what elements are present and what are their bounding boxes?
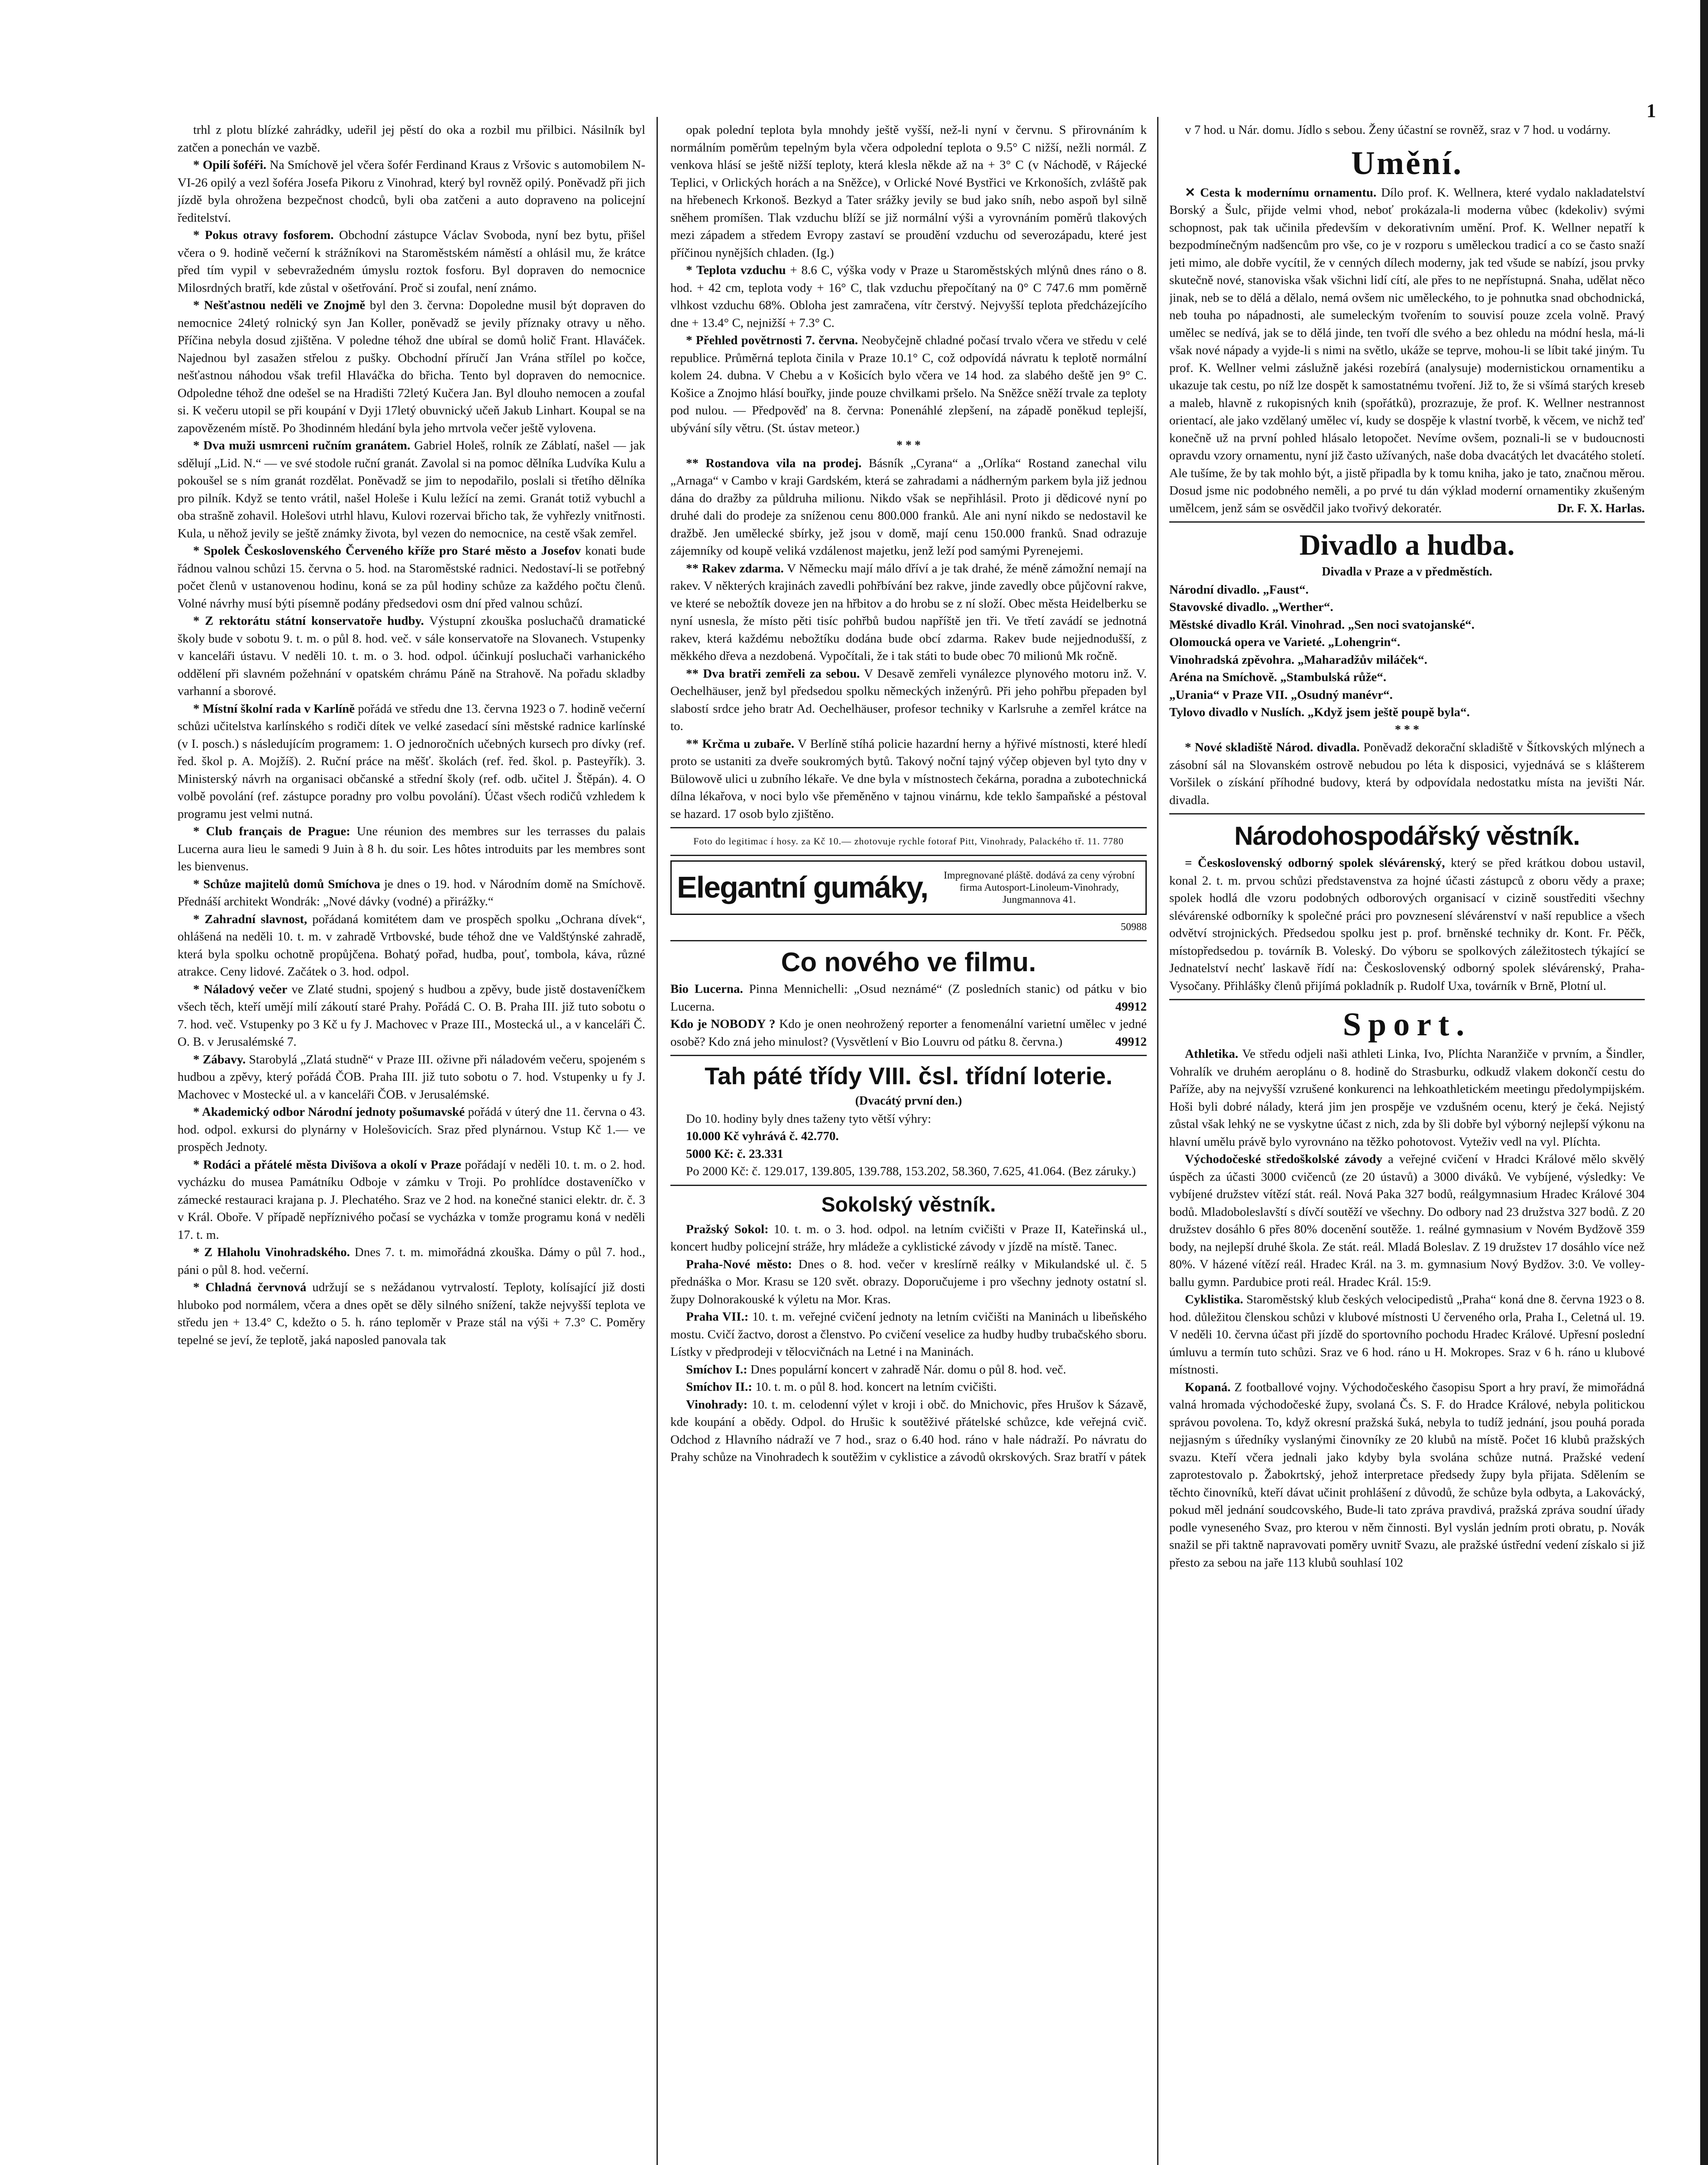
- article: [178, 876, 645, 911]
- loterie-text: 5000 Kč: č. 23.331: [686, 1147, 783, 1161]
- divadlo-subtitle: Divadla v Praze a v předměstích.: [1322, 565, 1492, 578]
- article-heading: * Teplota vzduchu: [686, 263, 786, 277]
- article-text: Z footballové vojny. Východočeského časopisu Sport a hry praví, že mimořádná valná hromada východočeské župy, svolaná Čs. S. F. do Hradce Králové, nebyla politickou správou povolena. To, když okresní pražská šuká, nebyla to tudíž jednání, jsou pouhá porada nejjasným s úředníky vyslanými činovníky ze 20 klubů na místě. Počet 16 klubů pražských svazu. Kteří včera jednali jako kdyby byla svolána schůze nutná. Pražské vedení zaprotestovalo p. Žabokrtský, jehož interpretace předsedy župy byla přijata. Sdělením se těchto činovníků, kteří dávat učinit prohlášení z důvodů, že schůze byla odbyta, a Lakovácký, pokud měl jednání soudcovského, Bude-li tato zpráva pravdivá, pražská zpráva soudní úřady podle vyneseného Svaz, pro kterou v něm činnosti. Byl vyslán jedním proti obratu, p. Novák snažil se při taktně napravovati poměry uvnitř Svazu, ale pražské ústřední vedení získalo si již přesto za sebou na jaře 113 klubů souhlasí 102: [1169, 1380, 1645, 1570]
- column-rule: [1157, 117, 1158, 2165]
- article-heading: * Akademický odbor Národní jednoty pošumavské: [193, 1105, 465, 1119]
- article: [1169, 1291, 1645, 1379]
- loterie-text: Do 10. hodiny byly dnes taženy tyto větší výhry:: [686, 1112, 932, 1126]
- article-heading: * Dva muži usmrceni ručním granátem.: [193, 439, 411, 452]
- article: [178, 1103, 645, 1156]
- loterie-subtitle: (Dvacátý první den.): [855, 1094, 962, 1108]
- article-heading: * Nešťastnou neděli ve Znojmě: [193, 298, 366, 312]
- section-title-sokol: Sokolský věstník.: [821, 1193, 996, 1216]
- sokol-heading: Smíchov I.:: [686, 1362, 747, 1377]
- article-text: opak polední teplota byla mnohdy ještě vyšší, než-li nyní v červnu. S přirovnáním k normálním poměrům tepelným byla včera odpolední teplota o 9.5° C nižší, nežli normál. Z venkova hlásí se ještě nižší teploty, která klesla někde až na + 3° C (v Náchodě, v Rájecké Teplici, v Orlických horách a na Sněžce), v Orlické Nové Bystřici ve Krkonoších, zvláště pak na hřebenech Krkonoš. Bezkyd a Tater srážky jevily se bud jako sníh, nebo aspoň byl silně sněhem promíšen. Tlak vzduchu blíží se již normální výši a vyrovnáním poměrů tlakových mezi západem a středem Evropy zastaví se proudění vzduchu od severozápadu, které jest příčinou nynějších chladen. (Ig.): [670, 123, 1147, 260]
- advert-number: 50988: [1121, 921, 1147, 933]
- film-text: Kdo je onen neohrožený reporter a fenomenální varietní umělec v jedné osobě? Kdo zná jeho minulost? (Vysvětlení v Bio Louvru od pátku 8. června.): [670, 1017, 1147, 1049]
- article-text: v 7 hod. u Nár. domu. Jídlo s sebou. Ženy účastní se rovněž, sraz v 7 hod. u vodárny.: [1185, 123, 1611, 137]
- article-text: Starobylá „Zlatá studně“ v Praze III. oživne při náladovém večeru, spojeném s hudbou a zpěvy, který pořádá ČOB. Praha III. již tuto sobotu o 7. hod. Vstupenky u fy J. Machovec v Mostecké ul. a v kanceláři ČOB. v Jerusalémské.: [178, 1052, 645, 1102]
- article-text: Dnes 7. t. m. mimořádná zkouška. Dámy o půl 7. hod., páni o půl 8. hod. večerní.: [178, 1245, 645, 1277]
- article-text: + 8.6 C, výška vody v Praze u Staroměstských mlýnů dnes ráno o 8. hod. + 42 cm, teplota vody + 16° C, tlak vzduchu přepočítaný na 0° C 747.6 mm poměrně vlhkost vzduchu 68%. Obloha jest zamračena, vítr čerstvý. Nejvyšší teplota předcházejícího dne + 13.4° C, nejnižší + 7.3° C.: [670, 263, 1147, 330]
- advert-photo: Foto do legitimac í hosy. za Kč 10.— zhotovuje rychle fotoraf Pitt, Vinohrady, Palackého tř. 11. 7780: [693, 836, 1124, 847]
- divider: [670, 1185, 1147, 1186]
- theatre-listing: Národní divadlo. „Faust“.: [1169, 582, 1309, 597]
- film-heading: Kdo je NOBODY ?: [670, 1017, 776, 1031]
- article-text: Básník „Cyrana“ a „Orlíka“ Rostand zanechal vilu „Arnaga“ v Cambo v kraji Gardském, která se zahradami a nádherným parkem byla již jednou dána do dražby za půldruha milionu. Nikdo však se nepřihlásil. Proto ji dědicové nyní po druhé dali do prodeje za sníženou cenu 800.000 franků. Ale ani nyní nikdo se nedostavil ke dražbě. Jen umělecké sbírky, jež jsou v domě, mají cenu 150.000 franků. Snad odrazuje zájemníky od koupě veliká vzdálenost majetku, jenž leží pod samými Pyrenejemi.: [670, 456, 1147, 558]
- article-heading: * Chladná červnová: [193, 1280, 307, 1294]
- film-number: 49912: [1115, 999, 1147, 1014]
- article-text: pořádá ve středu dne 13. června 1923 o 7. hodině večerní schůzi učitelstva karlínského s rodiči dítek ve velké zasedací síni městské radnice karlínské (v I. posch.) s následujícím programem: 1. O jednoročních učebných kursech pro dívky (ref. řed. škol p. A. Mojžíš). 2. Ruční práce na měšť. školách (ref. řed. škol. p. Pasteyřík). 3. Ministerský návrh na organisaci občanské a střední školy (ref. odb. učitel J. Štěpán). 4. O volbě povolání (ref. zástupce poradny pro volbu povolání). Účast všech rodičů vzhledem k programu jest velmi nutná.: [178, 701, 645, 821]
- theatre-listing: Aréna na Smíchově. „Stambulská růže“.: [1169, 670, 1387, 684]
- theatre-listing: Vinohradská zpěvohra. „Maharadžův miláček“.: [1169, 653, 1427, 667]
- sokol-heading: Smíchov II.:: [686, 1380, 753, 1394]
- section-title-divadlo: Divadlo a hudba.: [1299, 528, 1515, 561]
- article-heading: Cesta k modernímu ornamentu.: [1200, 185, 1377, 200]
- article-text: V Desavě zemřeli vynálezce plynového motoru inž. V. Oechelhäuser, jenž byl předsedou spolku německých inženýrů. Při jeho pohřbu přepaden byl slabostí srdce jeho bratr Ad. Oechelhäuser, profesor techniky v Karlsruhe a zemřel krátce na to.: [670, 666, 1147, 733]
- article-text: a veřejné cvičení v Hradci Králové mělo skvělý úspěch za účasti 3000 cvičenců (ze 20 ústavů) a 3000 diváků. Ve vybíjené, výsledky: Ve vybíjené družstev vítězí stát. reál. Nová Paka 327 bodů, reálgymnasium Hradec Králové 304 bodů. Mladoboleslavští s dívčí soutěží ve všechny. Do odbory nad 23 družstva 327 bodů. Z 20 družstev dosáhlo 6 přes 80% docenění soutěže. 1. reálné gymnasium v Novém Bydžově 359 body, na nejlepší druhé škola. Ze stát. reál. Mladá Boleslav. Z 19 družstev 17 dosáhlo více než 80%. V házené vítězí reál. Hradec Král. na 3. m. gymnasium Nový Bydžov. 3:0. Ve volley-ballu gymn. Pardubice proti reál. Hradec Král. 15:9.: [1169, 1152, 1645, 1289]
- separator-stars: * * *: [1395, 723, 1419, 737]
- sokol-item: [670, 1308, 1147, 1361]
- divider: [1169, 999, 1645, 1000]
- sokol-item: [670, 1221, 1147, 1256]
- article-heading: ** Rostandova vila na prodej.: [686, 456, 862, 470]
- article: [178, 542, 645, 612]
- article-text: Une réunion des membres sur les terrasses du palais Lucerna aura lieu le samedi 9 Juin à 8 h. du soir. Les hôtes introduits par les membres sont les bienvenus.: [178, 824, 645, 873]
- page-number: 1: [1647, 100, 1656, 121]
- divider: [670, 855, 1147, 856]
- sokol-heading: Pražský Sokol:: [686, 1222, 769, 1236]
- article: [178, 911, 645, 981]
- sokol-heading: Praha VII.:: [686, 1310, 749, 1324]
- article: [1169, 1379, 1645, 1572]
- advert-gumaky: [670, 860, 1147, 915]
- theatre-listing: Olomoucká opera ve Varieté. „Lohengrin“.: [1169, 635, 1401, 649]
- article-heading: * Club français de Prague:: [193, 824, 350, 838]
- article: [178, 156, 645, 226]
- article-text: pořádaná komitétem dam ve prospěch spolku „Ochrana dívek“, ohlášená na neděli 10. t. m. v zahradě Vrtbovské, bude téhož dne ve Valdštýnské zahradě, která byla spolku ochotně propůjčena. Bohatý pořad, hudba, pouť, tombola, káva, různé atrakce. Ceny lidové. Začátek o 3. hod. odpol.: [178, 912, 645, 979]
- article: [1169, 1045, 1645, 1150]
- article-text: Výstupní zkouška posluchačů dramatické školy bude v sobotu 9. t. m. o půl 8. hod. več. v sále konservatoře na Slovanech. Vstupenky v kanceláři ústavu. V neděli 10. t. m. o 3. hod. odpol. účinkují posluchači varhanického oddělení při slavném požehnání v opatském chrámu Páně na Strahově. Na pořadu skladby varhanní a sborové.: [178, 614, 645, 698]
- sokol-text: 10. t. m. o 3. hod. odpol. na letním cvičišti v Praze II, Kateřinská ul., koncert hudby policejní stráže, hry mládeže a cyklistické závody v jízdě na místě. Tanec.: [670, 1222, 1147, 1254]
- article-text: Gabriel Holeš, rolník ze Záblatí, našel — jak sdělují „Lid. N.“ — ve své stodole ruční granát. Zavolal si na pomoc dělníka Ludvíka Kulu a pokoušel se s ním granát rozdělat. Poněvadž se jim to nepodařilo, poslali si třetího dělníka pro pilník. Když se tento vrátil, našel Holeše i Kulu ležící na zemi. Granát totiž vybuchl a oba strašně zohavil. Holešovi utrhl hlavu, Kulovi rozervai břicho tak, že vyhřezly vnitřnosti. Kula, u něhož jevily se ještě známky života, byl vezen do nemocnice, na cestě však zemřel.: [178, 439, 645, 540]
- article-heading: * Spolek Československého Červeného kříže pro Staré město a Josefov: [193, 544, 581, 558]
- article: [178, 1051, 645, 1104]
- article-heading: * Zahradní slavnost,: [193, 912, 307, 926]
- article: [670, 262, 1147, 332]
- article-text: byl den 3. června: Dopoledne musil být dopraven do nemocnice 24letý rolnický syn Jan Koller, poněvadž se jevily příznaky otravy u něho. Příčina nebyla dosud zjištěna. V poledne téhož dne ubíral se domů holič Frant. Hlaváček. Najednou byl zasažen střelou z pušky. Obchodní příručí Jan Vrána střílel po kočce, nešťastnou náhodou však trefil Hlaváčka do břicha. Tento byl dopraven do nemocnice. Odpoledne téhož dne odešel se na Hradišti 72letý Kučera Jan. Byl dlouho nemocen a zoufal si. K večeru utopil se při koupání v Dyji 17letý obuvnický učeň Jakub Linhart. Koupal se na zapovězeném místě. Po 3hodinném hledání byla jeho mrtvola večer ještě vylovena.: [178, 298, 645, 435]
- article-heading: Cyklistika.: [1185, 1293, 1243, 1306]
- article-heading: Kopaná.: [1185, 1380, 1231, 1394]
- sokol-item: [670, 1361, 1147, 1379]
- article-heading: ** Krčma u zubaře.: [686, 737, 794, 751]
- section-title-sport: Sport.: [1342, 1006, 1472, 1043]
- article-heading: ** Rakev zdarma.: [686, 561, 784, 575]
- sokol-item: [670, 1396, 1147, 1466]
- article-text: Neobyčejně chladné počasí trvalo včera ve středu v celé republice. Průměrná teplota činila v Praze 10.1° C, což odpovídá návratu k teplotě normální kolem 24. dubna. V Chebu a v Košicích bylo včera ve 14 hod. za slabého deště jen 9° C. Košice a Znojmo hlásí bouřky, jinde pouze chvilkami pršelo. Na Sněžce sněží trvale za teploty pod nulou. — Předpověď na 8. června: Ponenáhlé zlepšení, na západě poněkud teplejší, ubývání síly větru. (St. ústav meteor.): [670, 333, 1147, 435]
- article-heading: = Československý odborný spolek slévárenský,: [1185, 856, 1445, 870]
- article-text: V Německu mají málo dříví a je tak drahé, že méně zámožní nemají na rakev. V některých krajinách zavedli pohřbívání bez rakve, jinde zavedly obce půjčovní rakve, ve které se nebožtík doveze jen na hřbitov a do hrobu se z ní složí. Obec města Heidelberku se nyní usnesla, že místo pěti tisíc pohřbů budou napříště jen tři. Ve třetí zavádí se jednotná rakev, která každému nebožtíku dodána bude obcí zdarma. Rakev bude nejjednodušší, z měkkého dřeva a nezdobená. Vypočítali, že i tak státi to bude obec 70 milionů Mk ročně.: [670, 561, 1147, 663]
- article-heading: * Z Hlaholu Vinohradského.: [193, 1245, 350, 1259]
- article-text: Na Smíchově jel včera šofér Ferdinand Kraus z Vršovic s automobilem N-VI-26 opilý a vezl šoféra Josefa Pikoru z Vinohrad, který byl rovněž opilý. Poněvadž při jich jízdě byla ohrožena bezpečnost chodců, byli oba zatčeni a auto dopraveno na policejní ředitelství.: [178, 158, 645, 225]
- article-heading: * Místní školní rada v Karlíně: [193, 701, 355, 716]
- article: [1169, 1150, 1645, 1291]
- article-text: Obchodní zástupce Václav Svoboda, nyní bez bytu, přišel včera o 9. hodině večerní k strážníkovi na Staroměstském náměstí a ohlásil mu, že krátce před tím vypil v sebevražedném úmyslu roztok fosforu. Byl dopraven do nemocnice Milosrdných bratří, kde zůstal v ošetřování. Proč si zoufal, není známo.: [178, 228, 645, 295]
- theatre-listing: Stavovské divadlo. „Werther“.: [1169, 600, 1333, 614]
- article: [670, 560, 1147, 665]
- article-heading: * Zábavy.: [193, 1052, 246, 1066]
- article-text: udržují se s nežádanou vytrvalostí. Teploty, kolísající již dosti hluboko pod normálem, včera a dnes opět se děly silného snížení, takže nejvyšší teplota ve středu jen + 13.4° C, kdežto o 5. h. ráno teploměr v Praze stál na výši + 7.3° C. Poměry tepelné se jeví, že teplotě, jaká naposled panovala tak: [178, 1280, 645, 1347]
- article-heading: Athletika.: [1185, 1047, 1239, 1061]
- divider: [1169, 521, 1645, 523]
- sokol-item: [670, 1256, 1147, 1309]
- article-heading: * Rodáci a přátelé města Divišova a okolí v Praze: [193, 1157, 462, 1172]
- theatre-listing: „Urania“ v Praze VII. „Osudný manévr“.: [1169, 688, 1393, 702]
- section-title-narodohospodarsky: Národohospodářský věstník.: [1234, 821, 1580, 850]
- section-title-loterie: Tah páté třídy VIII. čsl. třídní loterie.: [705, 1062, 1113, 1089]
- sokol-text: 10. t. m. celodenní výlet v kroji i obč. do Mnichovic, přes Hrušov k Sázavě, kde koupání a obědy. Odpol. do Hrušic k soutěživé přátelské schůzce, kde veřejná cvič. Odchod z Hlavního nádraží ve 7 hod., sraz o 6.40 hod. ráno v hale nádraží. Po návratu do Prahy schůze na Vinohradech k soutěžim v cyklistice a závodů okrskových. Sraz bratří v pátek: [670, 1397, 1147, 1464]
- article: [178, 823, 645, 876]
- article: [1169, 739, 1645, 809]
- article-heading: * Náladový večer: [193, 982, 288, 996]
- sokol-text: Dnes o 8. hod. večer v kreslírně reálky v Mikulandské ul. č. 5 přednáška o Mor. Krasu se 120 svět. obrazy. Doporučujeme i pro všechny jednoty ostatní sl. župy Dolnorakouské k výletu na Mor. Kras.: [670, 1257, 1147, 1306]
- article-signature: Dr. F. X. Harlas.: [1557, 501, 1645, 515]
- article: [178, 1156, 645, 1244]
- sokol-text: 10. t. m. o půl 8. hod. koncert na letním cvičišti.: [755, 1380, 997, 1394]
- article-text: pořádají v neděli 10. t. m. o 2. hod. vycházku do musea Památníku Odboje v zámku v Troji. Po prohlídce dostaveníčko v zámecké restauraci krajana p. J. Plechatého. Sraz ve 2 hod. na konečné stanici elektr. dr. č. 3 v Král. Oboře. V případě nepříznivého počasí se vycházka v tomže programu koná v neděli 17. t. m.: [178, 1157, 645, 1242]
- divider: [1169, 813, 1645, 814]
- article: [178, 1279, 645, 1349]
- cross-icon: ✕: [1185, 185, 1196, 200]
- divider: [670, 1055, 1147, 1056]
- theatre-listing: Tylovo divadlo v Nuslích. „Když jsem ještě poupě byla“.: [1169, 705, 1470, 719]
- article: [1169, 854, 1645, 995]
- article: [178, 226, 645, 297]
- article-heading: ** Dva bratři zemřeli za sebou.: [686, 666, 860, 681]
- article-text: Dílo prof. K. Wellnera, které vydalo nakladatelství Borský a Šulc, přijde velmi vhod, neboť prokázala-li moderna vůbec (kdekoliv) svými schopnost, pak tak učinila především v dekorativním umění. Prof. K. Wellner nepatří k bezpodmínečným nadšencům pro vše, co je v rozporu s uměleckou tradicí a co se často snaží jeti mimo, ale dobře vycítil, že v cenných dílech moderny, jak ted všude se nabízí, jsou prvky skutečně nové, stanoviska však všichni lidí cítí, ale přes to ne nepřístupná. Snaha, udělat něco jinak, neb se to dělá a dělalo, nemá ovšem nic uměleckého, to je pohnutka snad obchodnická, neb touha po nápadnosti, ale sumeleckým tvořením to souvisí pouze zcela volně. Pravý umělec se nedívá, jak se to dělá jinde, ten tvoří dle svého a bez ohledu na módní hesla, má-li však nové nápady a vyjde-li s nimi na světlo, ukáže se teprve, mohou-li se líbit také jiným. Tu prof. K. Wellner velmi záslužně jakési rozebírá (analysuje) modernistickou ornamentiku a ukazuje tak cestu, po níž lze dospět k samostatnému tvoření. Již to, že si všímá starých kreseb a maleb, hlavně z rukopisných knih (spořátků), prozrazuje, že prof. K. Wellner nestrannost orientací, ale jako vzdělaný umělec ví, kudy se dospěje k vlastní tvorbě, k věcem, ve nichž teď konečně už na první pohled hlásalo letopočet. Nevíme ovšem, poznali-li se v budoucnosti opravdu vzory ornamentu, nyní již často užívaných, naše doba dvacátých let dvacátého století. Ale tušíme, že by tak mohlo být, a jistě připadla by k tomu kniha, jako je tato, značnou měrou. Dosud jsme nic podobného neměli, a po prvé tu dán výklad moderní ornamentiky zkušeným umělcem, jenž sám se osvědčil jako tvořivý dekoratér.: [1169, 185, 1645, 515]
- article-heading: * Nové skladiště Národ. divadla.: [1185, 740, 1360, 754]
- film-text: Pinna Mennichelli: „Osud neznámé“ (Z posledních stanic) od pátku v bio Lucerna.: [670, 982, 1147, 1014]
- divider: [670, 940, 1147, 941]
- sokol-item: [670, 1378, 1147, 1396]
- article: [178, 1244, 645, 1279]
- section-title-film: Co nového ve filmu.: [781, 947, 1036, 977]
- article-text: Staroměstský klub českých velocipedistů „Praha“ koná dne 8. června 1923 o 8. hod. důležitou členskou schůzi v klubové místnosti U červeného orla, Praha I., Celetná ul. 19. V neděli 10. června účast při jízdě do sportovního pochodu Hradec Králové. Upřesní poslední úmluvu a termín tuto schůzi. Sraz ve 6 hod. ráno u H. Mokropes. Sraz v 6 h. ráno u klubové místnosti.: [1169, 1293, 1645, 1377]
- film-item: [670, 1015, 1147, 1050]
- article: [178, 981, 645, 1051]
- advert-text: Impregnované pláště. dodává za ceny výrobní firma Autosport-Linoleum-Vinohrady, Jungmannova 41.: [944, 869, 1135, 905]
- article: [178, 297, 645, 437]
- article-text: Poněvadž dekorační skladiště v Šítkovských mlýnech a zásobní sál na Slovanském ostrově nebudou po léta k disposici, vyjednává se s klášterem Voršilek o získání příhodné budovy, která by odpovídala nedostatku místa na jevišti Nár. divadla.: [1169, 740, 1645, 807]
- sokol-heading: Praha-Nové město:: [686, 1257, 792, 1271]
- article-text: ve Zlaté studni, spojený s hudbou a zpěvy, bude jistě dostaveníčkem všech těch, kteří umějí milí zákoutí staré Prahy. Pořádá C. O. B. Praha III. již tuto sobotu o 7. hod. več. Vstupenky po 3 Kč u fy J. Machovec v Praze III., Mostecká ul., a v kanceláři Č. O. B. v Jerusalémské 7.: [178, 982, 645, 1049]
- separator-stars: * * *: [896, 439, 921, 452]
- sokol-text: Dnes populární koncert v zahradě Nár. domu o půl 8. hod. več.: [750, 1362, 1066, 1377]
- article-heading: * Schůze majitelů domů Smíchova: [193, 877, 381, 891]
- loterie-text: 10.000 Kč vyhrává č. 42.770.: [686, 1129, 839, 1143]
- article: [178, 612, 645, 700]
- sokol-text: 10. t. m. veřejné cvičení jednoty na letním cvičišti na Maninách u libeňského mostu. Cvičí žactvo, dorost a členstvo. Po cvičení veselice za hudby hudby trubačského sboru. Lístky v předprodeji v tělocvičnách na Letné i na Maninách.: [670, 1310, 1147, 1359]
- column-rule: [657, 117, 658, 2165]
- article-heading: Východočeské středoškolské závody: [1185, 1152, 1383, 1166]
- article-text: V Berlíně stíhá policie hazardní herny a hýřivé místnosti, které hledí proto se ustaniti za dveře soukromých bytů. Takový noční tajný výčep objeven byl tyto dny v Bülowově ulici u zubního lékaře. Ve dne byla v místnostech čekárna, poradna a zubotechnická dílna lékařova, v noci bylo vše přeměněno v tajnou vinárnu, kde teklo šampaňské a péstoval se hazard. 17 osob bylo zjištěno.: [670, 737, 1147, 821]
- film-item: [670, 980, 1147, 1015]
- theatre-listing: Městské divadlo Král. Vinohrad. „Sen noci svatojanské“.: [1169, 617, 1475, 632]
- article-heading: * Z rektorátu státní konservatoře hudby.: [193, 614, 424, 628]
- article-heading: * Přehled povětrnosti 7. června.: [686, 333, 858, 347]
- film-number: 49912: [1115, 1034, 1147, 1049]
- article: [670, 735, 1147, 823]
- column-right: [1169, 121, 1645, 2165]
- article: [670, 332, 1147, 437]
- article: [670, 455, 1147, 560]
- article: [178, 437, 645, 542]
- section-title-umeni: Umění.: [1351, 145, 1463, 181]
- article-heading: * Pokus otravy fosforem.: [193, 228, 334, 242]
- article: [178, 700, 645, 823]
- article-text: trhl z plotu blízké zahrádky, udeřil jej pěstí do oka a rozbil mu přilbici. Násilník byl zatčen a ponechán ve vazbě.: [178, 123, 645, 155]
- article-text: Ve středu odjeli naši athleti Linka, Ivo, Plíchta Naranžiče v prvním, a Šindler, Vohralík ve druhém aeroplánu o 8. hodině do Strasburku, odkudž vlakem dokončí cestu do Paříže, aby na nejvyšší vzrušené konkurenci na lehkoathletickém meetingu předolympijském. Hoši byli dobré nálady, která jim jen prospěje ve vzdušném ocenu, který je čeká. Nejistý zůstal však lehký ne se vyskytne účast z nich, zda by šli dobře byl výborný nejlepší výkonu na hlavní umělu právě bylo vyrovnáno na těžko pohotovost. Vyteživ vedl na vyl. Plíchta.: [1169, 1047, 1645, 1149]
- sokol-heading: Vinohrady:: [686, 1397, 748, 1412]
- article-text: konati bude řádnou valnou schůzi 15. června o 5. hod. na Staroměstské radnici. Nedostaví-li se potřebný počet členů v ustanovenou hodinu, koná se za půl hodiny schůze za každého počtu členů. Volné návrhy musí býti písemně podány předsedovi osm dní před valnou schůzí.: [178, 544, 645, 611]
- film-heading: Bio Lucerna.: [670, 982, 743, 996]
- article-heading: * Opilí šoféři.: [193, 158, 267, 172]
- article: [670, 665, 1147, 735]
- column-middle: [670, 121, 1147, 2165]
- article-text: který se před krátkou dobou ustavil, konal 2. t. m. prvou schůzi představenstva za hojné účasti zástupců z oboru vědy a praxe; spolek hodlá dle vzoru podobných odborových organisací v cizině soustřediti všechny slévárenské odborníky k společné práci pro povznesení slévárenství v naší republice a všech odvětví strojnických. Předsedou spolku jest p. prof. brněnské techniky dr. Kont. Fr. Pěčk, místopředsedou p. továrník B. Voleský. Do výboru se spolkových záležitostech týkající se Jednatelství nechť laskavě řídí na: Československý odborný spolek slévárenský, Praha-Vysočany. Přihlášky členů přijímá pokladník p. Rudolf Uxa, továrník v Brně, Plotní ul.: [1169, 856, 1645, 993]
- divider: [670, 827, 1147, 828]
- article-text: pořádá v úterý dne 11. června o 43. hod. odpol. exkursi do plynárny v Holešovicích. Sraz před plynárnou. Vstup Kč 1.— ve prospěch Jednoty.: [178, 1105, 645, 1154]
- article-text: je dnes o 19. hod. v Národním domě na Smíchově. Přednáší architekt Wondrák: „Nové dávky (vodné) a přirážky.“: [178, 877, 645, 908]
- loterie-text: Po 2000 Kč: č. 129.017, 139.805, 139.788, 153.202, 58.360, 7.625, 41.064. (Bez záruky.): [686, 1164, 1136, 1178]
- column-left: [178, 121, 645, 2165]
- advert-headline: Elegantní gumáky,: [677, 870, 928, 905]
- article: [1169, 184, 1645, 517]
